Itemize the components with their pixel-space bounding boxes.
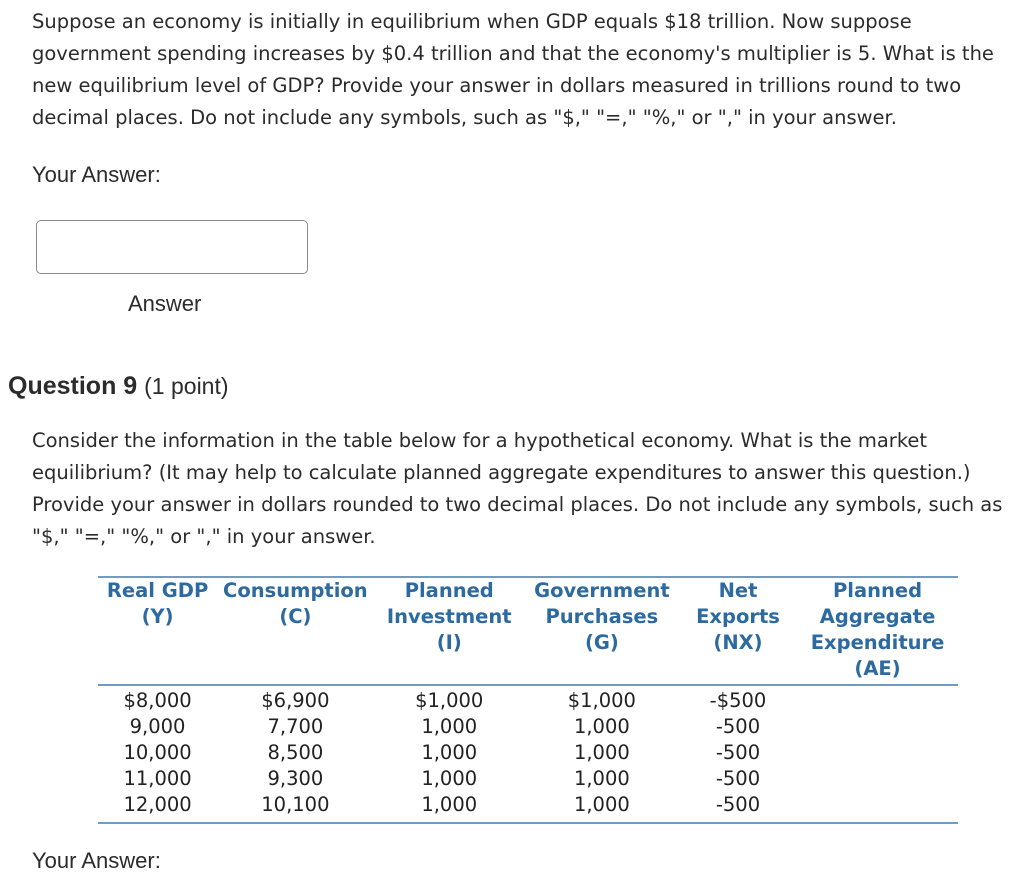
cell-consumption: 10,100 [261,793,330,816]
answer-input[interactable] [36,220,308,274]
header-planned-ae: Planned Aggregate Expenditure (AE) [810,579,945,680]
cell-planned-ae [797,714,958,740]
cell-planned-ae [797,740,958,766]
table-row [98,792,958,823]
cell-real-gdp: $8,000 [123,689,192,712]
question-9-text: Consider the information in the table below for a hypothetical economy. What is the market equilibrium? (It may help to calculate planned aggregate expenditures to answer this question.) Provide your answer in dollars rounded to two decimal places. Do not include any symbols, such as "$," "=," "%," or "," in your answer. [32,429,1003,548]
cell-investment: $1,000 [415,689,484,712]
cell-consumption: 8,500 [267,741,324,764]
cell-real-gdp: 9,000 [129,715,186,738]
header-government-purchases: Government Purchases (G) [534,579,670,654]
cell-investment: 1,000 [421,741,478,764]
cell-government: 1,000 [573,741,630,764]
cell-government: 1,000 [573,715,630,738]
table-row [98,766,958,792]
table-row [98,714,958,740]
cell-investment: 1,000 [421,767,478,790]
table-row [98,740,958,766]
your-answer-label: Your Answer: [32,162,161,187]
question-8-text: Suppose an economy is initially in equilibrium when GDP equals $18 trillion. Now suppose government spending increases by $0.4 trillion and that the economy's multiplier is 5. What is the new equilibrium level of GDP? Provide your answer in dollars measured in trillions round to two decimal places. Do not include any symbols, such as "$," "=," "%," or "," in your answer. [32,10,994,129]
cell-consumption: 7,700 [267,715,324,738]
cell-net-exports: -500 [715,715,761,738]
cell-net-exports: -$500 [709,689,767,712]
cell-consumption: 9,300 [267,767,324,790]
table-header-row [98,577,958,685]
cell-investment: 1,000 [421,793,478,816]
header-consumption: Consumption (C) [223,579,368,628]
cell-investment: 1,000 [421,715,478,738]
header-planned-investment: Planned Investment (I) [386,579,512,654]
cell-real-gdp: 11,000 [123,767,192,790]
cell-planned-ae [797,792,958,823]
cell-real-gdp: 10,000 [123,741,192,764]
cell-real-gdp: 12,000 [123,793,192,816]
cell-consumption: $6,900 [261,689,330,712]
question-9-heading [8,372,229,401]
header-real-gdp: Real GDP (Y) [106,579,209,628]
answer-caption: Answer [128,291,202,316]
question-number: Question 9 [8,372,138,400]
cell-planned-ae [797,685,958,714]
question-points: (1 point) [144,373,229,399]
cell-net-exports: -500 [715,741,761,764]
your-answer-label: Your Answer: [32,848,161,873]
cell-planned-ae [797,766,958,792]
cell-government: 1,000 [573,793,630,816]
header-net-exports: Net Exports (NX) [696,579,780,654]
cell-government: 1,000 [573,767,630,790]
cell-government: $1,000 [567,689,636,712]
cell-net-exports: -500 [715,793,761,816]
cell-net-exports: -500 [715,767,761,790]
economy-table [98,576,958,824]
table-row [98,685,958,714]
